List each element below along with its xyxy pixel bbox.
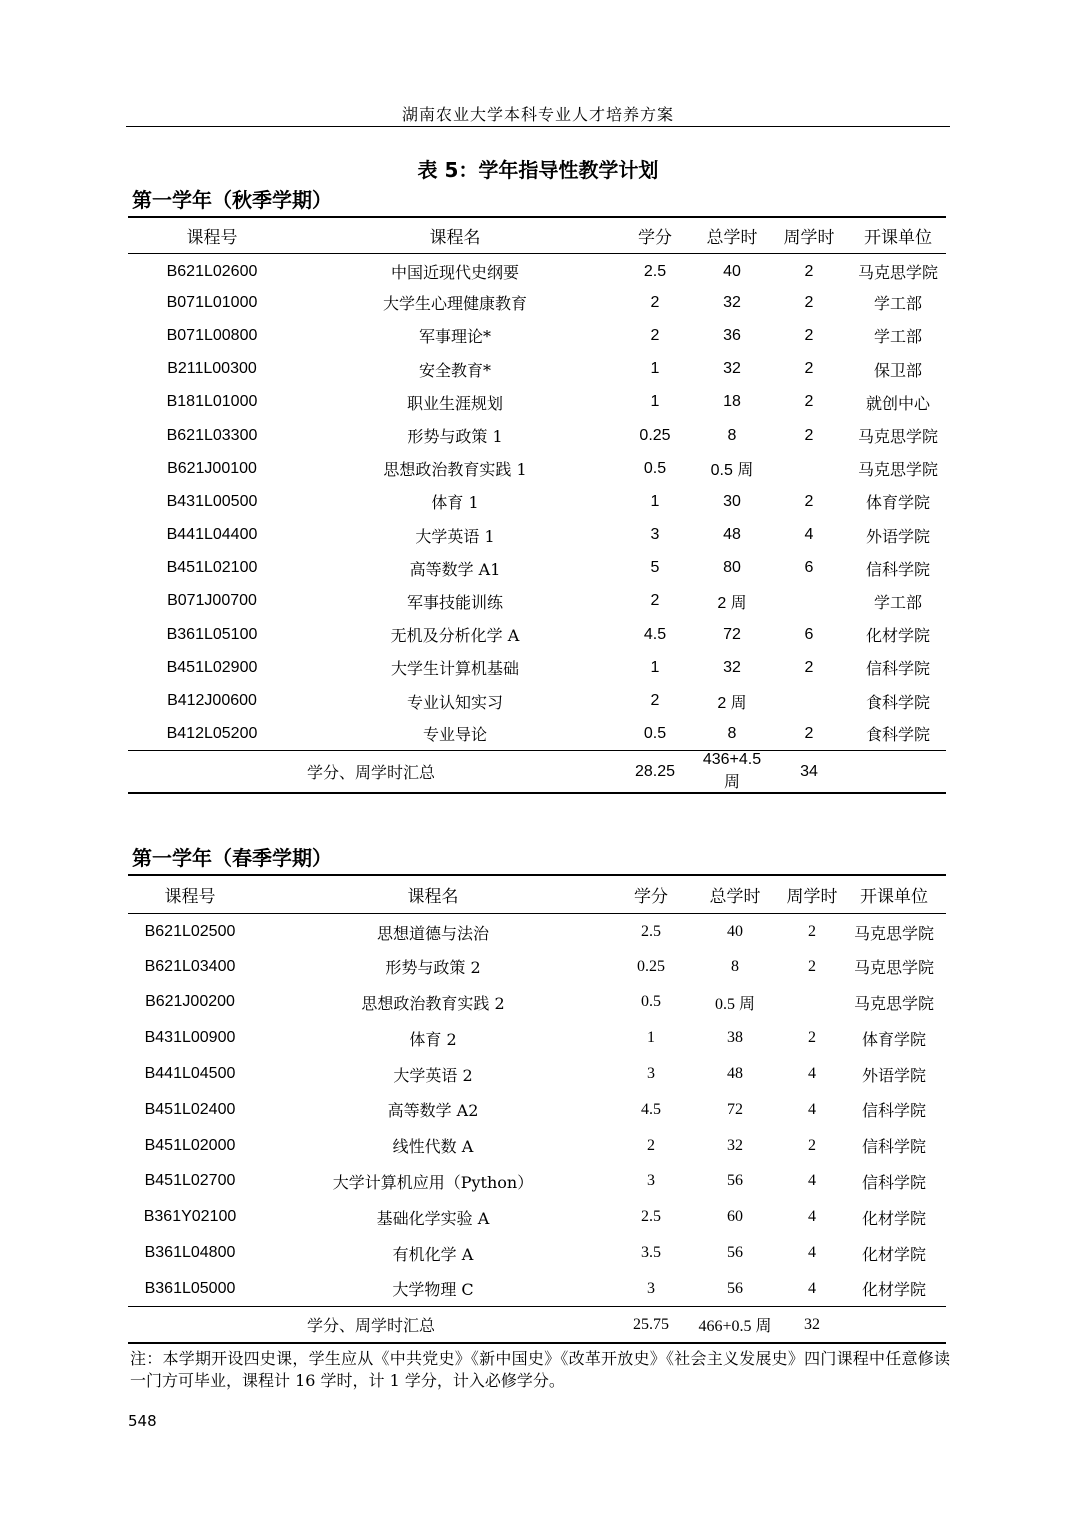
course-name: 军事技能训练 — [406, 592, 503, 612]
course-total-hours: 8 — [727, 426, 737, 444]
total-credit: 28.25 — [634, 762, 676, 780]
autumn-total-row — [128, 751, 946, 794]
course-credit: 5 — [650, 559, 660, 577]
table-row — [128, 684, 946, 717]
course-weekly-hours: 4 — [808, 1208, 816, 1226]
course-code: B621L03400 — [144, 957, 236, 975]
col-header-weekly: 周学时 — [783, 227, 835, 248]
total-credit: 25.75 — [633, 1315, 669, 1333]
table-row — [128, 353, 946, 386]
course-weekly-hours — [782, 985, 842, 1021]
course-credit: 0.5 — [641, 993, 661, 1011]
course-name: 思想政治教育实践 2 — [361, 993, 505, 1013]
course-unit: 体育学院 — [861, 1029, 926, 1049]
course-code: B431L00500 — [166, 492, 258, 510]
course-credit: 2 — [647, 1136, 655, 1154]
footnote: 注：本学期开设四史课，学生应从《中共党史》《新中国史》《改革开放史》《社会主义发展史》四门课程中任意修读一门方可毕业，课程计 16 学时，计 1 学分，计入必修学分。 — [130, 1349, 950, 1390]
course-code: B412J00600 — [167, 692, 257, 710]
course-weekly-hours: 2 — [804, 293, 814, 311]
course-total-hours: 30 — [723, 492, 741, 510]
course-unit: 学工部 — [873, 294, 922, 314]
course-code: B451L02700 — [144, 1172, 236, 1190]
course-unit: 马克思学院 — [853, 993, 934, 1013]
table-row — [128, 1020, 946, 1056]
course-weekly-hours: 2 — [804, 393, 814, 411]
course-weekly-hours: 4 — [804, 526, 814, 544]
course-weekly-hours: 4 — [808, 1065, 816, 1083]
course-total-hours: 72 — [723, 625, 741, 643]
course-credit: 3 — [650, 526, 660, 544]
course-name: 有机化学 A — [392, 1244, 474, 1264]
course-name: 高等数学 A2 — [387, 1101, 479, 1121]
course-total-hours: 72 — [727, 1100, 743, 1118]
course-code: B621L02600 — [166, 262, 258, 280]
course-total-hours: 60 — [727, 1208, 743, 1226]
spring-heading: 第一学年（春季学期） — [132, 846, 332, 870]
autumn-heading: 第一学年（秋季学期） — [132, 188, 332, 212]
course-total-hours: 32 — [727, 1136, 743, 1154]
course-total-hours: 18 — [723, 393, 741, 411]
table-row — [128, 585, 946, 618]
course-unit: 外语学院 — [861, 1065, 926, 1085]
course-code: B441L04500 — [144, 1065, 236, 1083]
course-code: B361L05000 — [144, 1279, 236, 1297]
course-name: 大学英语 1 — [415, 526, 495, 546]
course-unit: 化材学院 — [861, 1208, 926, 1228]
course-total-hours: 56 — [727, 1172, 743, 1190]
table-title: 表 5：学年指导性教学计划 — [417, 158, 659, 182]
col-header-hours: 总学时 — [709, 886, 761, 907]
course-code: B071L00800 — [166, 326, 258, 344]
course-unit: 食科学院 — [865, 725, 930, 745]
spring-total-row — [128, 1307, 946, 1343]
course-total-hours: 0.5 周 — [714, 995, 755, 1013]
course-total-hours: 36 — [723, 326, 741, 344]
course-code: B361L04800 — [144, 1244, 236, 1262]
course-name: 大学物理 C — [392, 1280, 474, 1300]
course-code: B181L01000 — [166, 393, 258, 411]
course-credit: 3 — [647, 1279, 655, 1297]
course-code: B451L02000 — [144, 1136, 236, 1154]
course-name: 基础化学实验 A — [376, 1208, 490, 1228]
course-weekly-hours: 4 — [808, 1279, 816, 1297]
table-row — [128, 913, 946, 949]
col-header-credit: 学分 — [638, 227, 672, 248]
course-code: B431L00900 — [144, 1029, 236, 1047]
course-weekly-hours: 2 — [804, 426, 814, 444]
course-credit: 2 — [650, 592, 660, 610]
table-row — [128, 452, 946, 485]
course-unit: 食科学院 — [865, 692, 930, 712]
course-name: 军事理论* — [418, 327, 491, 347]
course-code: B451L02400 — [144, 1100, 236, 1118]
course-name: 高等数学 A1 — [409, 559, 501, 579]
course-credit: 0.5 — [643, 724, 667, 742]
course-code: B451L02900 — [166, 658, 258, 676]
course-credit: 1 — [650, 360, 660, 378]
course-credit: 0.5 — [643, 459, 667, 477]
course-name: 形势与政策 2 — [385, 958, 481, 978]
course-total-hours: 56 — [727, 1244, 743, 1262]
course-credit: 2 — [650, 293, 660, 311]
course-unit: 保卫部 — [873, 360, 922, 380]
course-weekly-hours: 2 — [808, 1029, 816, 1047]
course-total-hours: 0.5 周 — [710, 462, 754, 480]
course-unit: 马克思学院 — [853, 923, 934, 943]
course-total-hours: 2 周 — [717, 694, 747, 712]
course-unit: 马克思学院 — [853, 958, 934, 978]
course-unit: 学工部 — [873, 592, 922, 612]
table-row — [128, 1128, 946, 1164]
course-unit: 化材学院 — [865, 626, 930, 646]
course-unit: 化材学院 — [861, 1280, 926, 1300]
col-header-name: 课程名 — [429, 227, 481, 248]
table-row — [128, 651, 946, 684]
table-row — [128, 1271, 946, 1307]
course-weekly-hours: 2 — [808, 1136, 816, 1154]
course-unit: 化材学院 — [861, 1244, 926, 1264]
table-row — [128, 253, 946, 286]
total-label: 学分、周学时汇总 — [306, 1316, 435, 1336]
course-credit: 2.5 — [641, 923, 661, 941]
course-credit: 1 — [647, 1029, 655, 1047]
course-credit: 2.5 — [641, 1208, 661, 1226]
course-name: 线性代数 A — [392, 1137, 474, 1157]
course-weekly-hours: 2 — [804, 262, 814, 280]
course-credit: 0.25 — [639, 426, 671, 444]
course-credit: 4.5 — [643, 625, 667, 643]
course-weekly-hours — [768, 684, 850, 717]
spring-table-body — [128, 913, 946, 1307]
table-header-row — [128, 217, 946, 253]
running-header: 湖南农业大学本科专业人才培养方案 — [401, 105, 674, 124]
total-hours: 436+4.5 周 — [702, 751, 762, 792]
course-weekly-hours: 2 — [804, 326, 814, 344]
course-total-hours: 40 — [727, 923, 743, 941]
course-code: B361L05100 — [166, 625, 258, 643]
course-unit: 信科学院 — [861, 1172, 926, 1192]
col-header-hours: 总学时 — [706, 227, 758, 248]
table-row — [128, 519, 946, 552]
course-weekly-hours: 4 — [808, 1172, 816, 1190]
total-unit — [850, 751, 946, 794]
col-header-unit: 开课单位 — [860, 886, 928, 907]
table-row — [128, 1164, 946, 1200]
course-credit: 4.5 — [641, 1100, 661, 1118]
table-row — [128, 419, 946, 452]
table-row — [128, 949, 946, 985]
course-total-hours: 40 — [723, 262, 741, 280]
course-code: B621L02500 — [144, 923, 236, 941]
course-code: B621J00200 — [145, 993, 235, 1011]
table-row — [128, 985, 946, 1021]
table-row — [128, 1056, 946, 1092]
course-unit: 马克思学院 — [857, 460, 938, 480]
course-credit: 0.25 — [637, 957, 665, 975]
course-code: B071J00700 — [167, 592, 257, 610]
autumn-course-table — [128, 216, 946, 794]
table-header-row — [128, 875, 946, 913]
table-row — [128, 485, 946, 518]
col-header-name: 课程名 — [407, 886, 459, 907]
course-weekly-hours: 2 — [804, 492, 814, 510]
total-weekly: 34 — [800, 762, 818, 780]
course-credit: 3 — [647, 1065, 655, 1083]
course-name: 大学生心理健康教育 — [382, 294, 527, 314]
course-unit: 信科学院 — [861, 1101, 926, 1121]
course-total-hours: 48 — [727, 1065, 743, 1083]
total-hours: 466+0.5 周 — [698, 1318, 772, 1336]
course-unit: 信科学院 — [865, 559, 930, 579]
header-rule — [126, 126, 950, 127]
course-name: 形势与政策 1 — [407, 427, 503, 447]
table-row — [128, 286, 946, 319]
course-code: B621J00100 — [167, 459, 257, 477]
course-unit: 信科学院 — [865, 659, 930, 679]
course-weekly-hours: 4 — [808, 1244, 816, 1262]
autumn-table-body — [128, 253, 946, 751]
col-header-code: 课程号 — [164, 886, 216, 907]
course-weekly-hours: 2 — [804, 360, 814, 378]
course-total-hours: 32 — [723, 293, 741, 311]
course-credit: 2 — [650, 692, 660, 710]
course-code: B211L00300 — [167, 360, 257, 378]
page-number: 548 — [128, 1412, 157, 1430]
course-credit: 1 — [650, 492, 660, 510]
course-total-hours: 80 — [723, 559, 741, 577]
course-credit: 3.5 — [641, 1244, 661, 1262]
course-name: 大学计算机应用（Python） — [332, 1172, 534, 1192]
course-code: B361Y02100 — [143, 1208, 237, 1226]
course-weekly-hours: 2 — [804, 724, 814, 742]
course-total-hours: 32 — [723, 360, 741, 378]
course-weekly-hours: 2 — [808, 957, 816, 975]
table-row — [128, 1235, 946, 1271]
total-label: 学分、周学时汇总 — [306, 763, 435, 783]
course-total-hours: 56 — [727, 1279, 743, 1297]
course-name: 无机及分析化学 A — [390, 626, 520, 646]
course-weekly-hours — [768, 452, 850, 485]
course-total-hours: 48 — [723, 526, 741, 544]
course-total-hours: 2 周 — [717, 594, 747, 612]
course-unit: 学工部 — [873, 327, 922, 347]
course-name: 大学英语 2 — [393, 1065, 473, 1085]
table-row — [128, 386, 946, 419]
course-weekly-hours: 6 — [804, 625, 814, 643]
course-weekly-hours: 2 — [808, 923, 816, 941]
col-header-credit: 学分 — [634, 886, 668, 907]
course-unit: 马克思学院 — [857, 427, 938, 447]
course-unit: 信科学院 — [861, 1137, 926, 1157]
table-row — [128, 718, 946, 751]
total-unit — [842, 1307, 946, 1343]
course-credit: 1 — [650, 393, 660, 411]
course-name: 大学生计算机基础 — [390, 659, 519, 679]
table-row — [128, 1199, 946, 1235]
course-total-hours: 38 — [727, 1029, 743, 1047]
table-row — [128, 1092, 946, 1128]
course-code: B412L05200 — [166, 724, 258, 742]
course-code: B621L03300 — [166, 426, 258, 444]
course-weekly-hours: 6 — [804, 559, 814, 577]
table-row — [128, 319, 946, 352]
course-credit: 2 — [650, 326, 660, 344]
course-name: 思想道德与法治 — [376, 923, 489, 943]
col-header-code: 课程号 — [186, 227, 238, 248]
course-credit: 1 — [650, 658, 660, 676]
col-header-unit: 开课单位 — [864, 227, 932, 248]
course-unit: 马克思学院 — [857, 263, 938, 283]
course-credit: 3 — [647, 1172, 655, 1190]
table-row — [128, 618, 946, 651]
course-code: B071L01000 — [166, 293, 258, 311]
course-code: B451L02100 — [166, 559, 258, 577]
course-name: 思想政治教育实践 1 — [383, 460, 527, 480]
spring-course-table — [128, 874, 946, 1344]
course-name: 安全教育* — [418, 360, 491, 380]
course-name: 体育 2 — [409, 1029, 457, 1049]
course-weekly-hours: 4 — [808, 1100, 816, 1118]
course-credit: 2.5 — [643, 262, 667, 280]
course-name: 中国近现代史纲要 — [390, 263, 519, 283]
table-row — [128, 552, 946, 585]
course-total-hours: 32 — [723, 658, 741, 676]
total-weekly: 32 — [804, 1315, 820, 1333]
course-code: B441L04400 — [166, 526, 258, 544]
col-header-weekly: 周学时 — [786, 886, 838, 907]
course-unit: 就创中心 — [865, 393, 930, 413]
course-name: 专业认知实习 — [406, 692, 503, 712]
course-name: 体育 1 — [431, 493, 479, 513]
course-total-hours: 8 — [727, 724, 737, 742]
course-total-hours: 8 — [731, 957, 739, 975]
course-name: 职业生涯规划 — [406, 393, 503, 413]
course-unit: 体育学院 — [865, 493, 930, 513]
course-name: 专业导论 — [422, 725, 487, 745]
course-weekly-hours — [768, 585, 850, 618]
course-weekly-hours: 2 — [804, 658, 814, 676]
course-unit: 外语学院 — [865, 526, 930, 546]
